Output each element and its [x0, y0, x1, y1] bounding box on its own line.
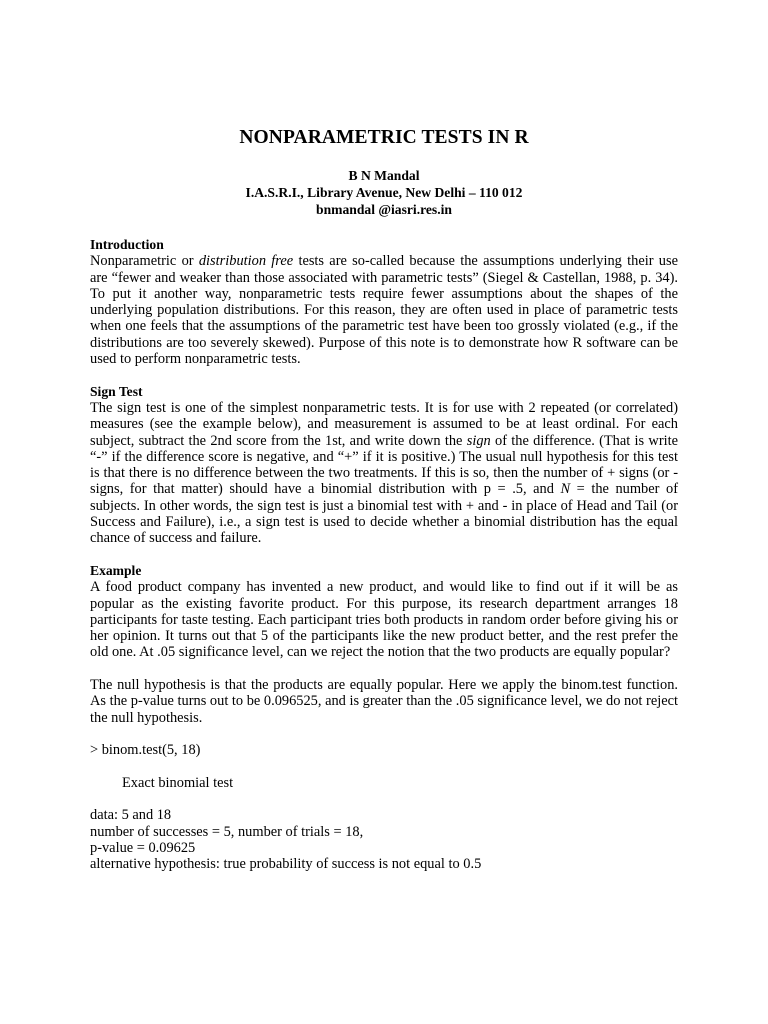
output-counts-line: number of successes = 5, number of trials = 18, [90, 823, 364, 840]
r-code-output [90, 742, 678, 872]
author-name: B N Mandal [348, 168, 420, 183]
introduction-section [90, 237, 678, 367]
r-command: > binom.test(5, 18) [90, 742, 201, 759]
sign-test-section [90, 384, 678, 547]
intro-emphasis: distribution free [198, 253, 294, 270]
example-paragraph-2: The null hypothesis is that the products are equally popular. Here we apply the binom.test function. As the p-value turns out to be 0.096525, and is greater than the .05 significance level, we do not reject the null hypothesis. [90, 677, 678, 726]
example-section [90, 563, 678, 726]
output-pvalue-line: p-value = 0.09625 [90, 839, 196, 856]
sign-test-paragraph [90, 400, 678, 547]
author-affiliation: I.A.S.R.I., Library Avenue, New Delhi – 110 012 [245, 185, 523, 200]
sign-text-b: of the difference. (That is write “-” if the difference score is negative, and “+” if it is positive.) The usual null hypothesis for this test is that there is no difference between the two treatments. If this is so, then the number of + signs (or - signs, for that matter) should have a binomial distribution with p = .5, and [90, 432, 679, 498]
sign-text-c: = the number of subjects. In other words, the sign test is just a binomial test with + and - in place of Head and Tail (or Success and Failure), i.e., a sign test is used to decide whether a binomial distribution has the equal chance of success and failure. [90, 481, 678, 547]
sign-text-a: The sign test is one of the simplest nonparametric tests. It is for use with 2 repeated (or correlated) measures (see the example below), and measurement is assumed to be at least ordinal. For each subject, subtract the 2nd score from the 1st, and write down the [90, 399, 678, 449]
output-data-line: data: 5 and 18 [90, 807, 172, 824]
intro-text-b: tests are so-called because the assumptions underlying their use are “fewer and weaker than those associated with parametric tests” (Siegel & Castellan, 1988, p. 34). To put it another way, nonparametric tests require fewer assumptions about the shapes of the underlying population distributions. For this reason, they are often used in place of parametric tests when one feels that the assumptions of the parametric test have been too grossly violated (e.g., if the distributions are too severely skewed). Purpose of this note is to demonstrate how R software can be used to perform nonparametric tests. [90, 253, 678, 368]
intro-text-a: Nonparametric or [90, 253, 199, 270]
document-title: NONPARAMETRIC TESTS IN R [239, 127, 529, 148]
author-block [90, 167, 678, 218]
introduction-heading: Introduction [90, 237, 164, 252]
sign-test-heading: Sign Test [90, 383, 143, 399]
example-heading: Example [90, 562, 142, 578]
sign-emphasis: sign [466, 432, 491, 449]
output-alternative-line: alternative hypothesis: true probability of success is not equal to 0.5 [90, 856, 482, 873]
output-title: Exact binomial test [122, 774, 234, 791]
example-paragraph-1: A food product company has invented a new product, and would like to find out if it will be as popular as the existing favorite product. For this purpose, its research department arranges 18 participants for taste testing. Each participant tries both products in random order before giving his or her opinion. It turns out that 5 of the participants like the new product better, and the rest prefer the old one. At .05 significance level, can we reject the notion that the two products are equally popular? [90, 579, 678, 661]
author-email: bnmandal @iasri.res.in [316, 202, 452, 217]
n-emphasis: N [560, 481, 571, 498]
introduction-paragraph [90, 253, 678, 367]
